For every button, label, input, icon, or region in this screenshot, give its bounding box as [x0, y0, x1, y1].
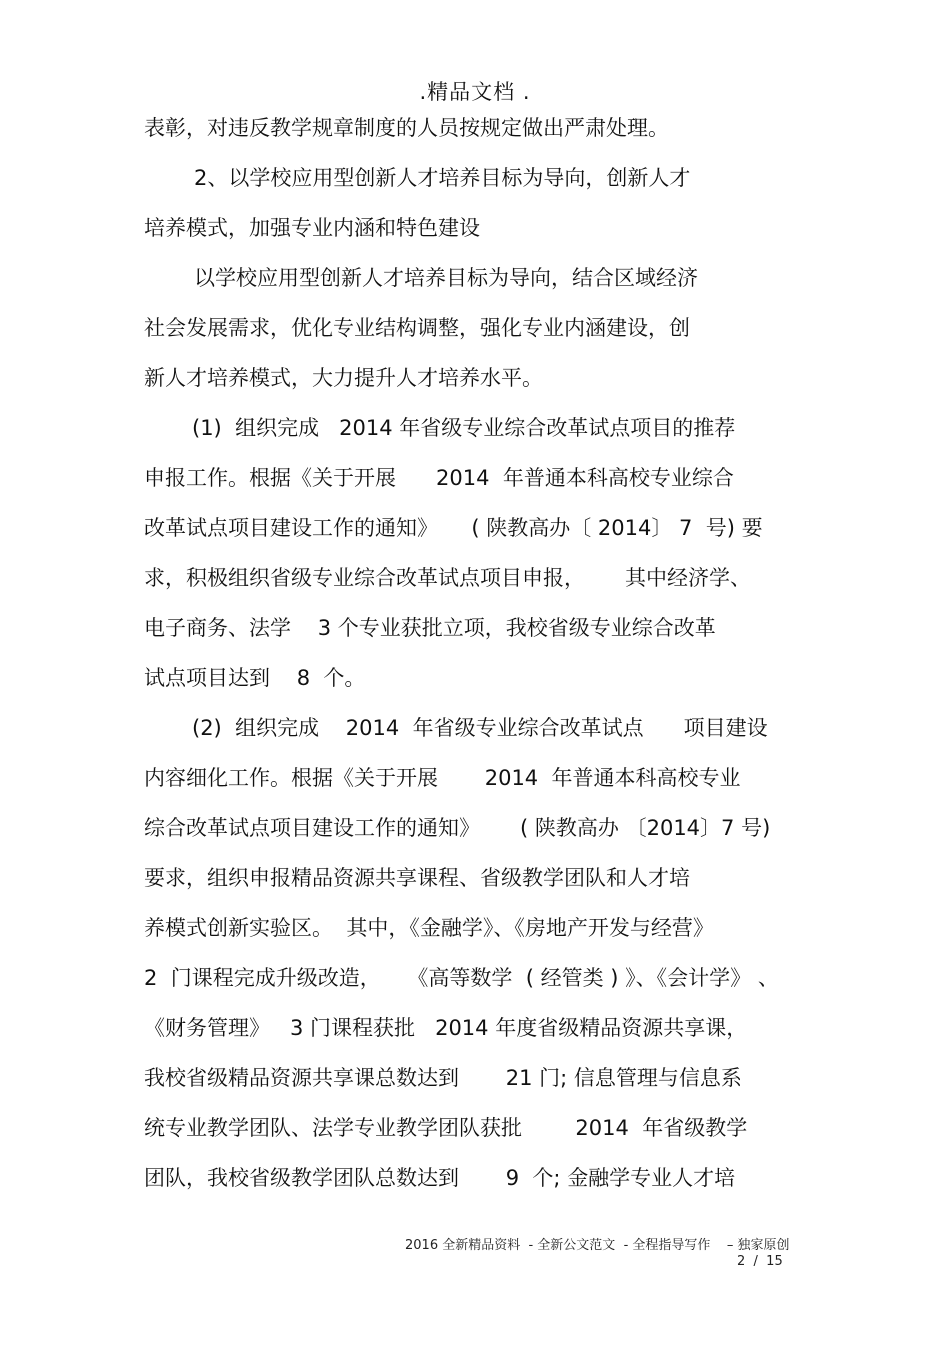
body-line: 《财务管理》 3 门课程获批 2014 年度省级精品资源共享课， [144, 1016, 748, 1040]
body-line: 2 门课程完成升级改造， 《高等数学 ( 经管类 ) 》、《会计学》 、 [144, 966, 779, 990]
body-line: 我校省级精品资源共享课总数达到 21 门; 信息管理与信息系 [144, 1066, 742, 1090]
body-line: 要求，组织申报精品资源共享课程、省级教学团队和人才培 [144, 866, 690, 890]
body-line: (1) 组织完成 2014 年省级专业综合改革试点项目的推荐 [192, 416, 736, 440]
body-line: 综合改革试点项目建设工作的通知》 ( 陕教高办 〔2014〕7 号) [144, 816, 771, 840]
body-line: 团队，我校省级教学团队总数达到 9 个; 金融学专业人才培 [144, 1166, 736, 1190]
body-line: 电子商务、法学 3 个专业获批立项，我校省级专业综合改革 [144, 616, 716, 640]
body-line: 社会发展需求，优化专业结构调整，强化专业内涵建设，创 [144, 316, 690, 340]
body-line: 内容细化工作。根据《关于开展 2014 年普通本科高校专业 [144, 766, 741, 790]
body-line: 新人才培养模式，大力提升人才培养水平。 [144, 366, 543, 390]
body-line: 表彰，对违反教学规章制度的人员按规定做出严肃处理。 [144, 116, 669, 140]
page-header: .精品文档 . [419, 80, 531, 104]
body-line: 申报工作。根据《关于开展 2014 年普通本科高校专业综合 [144, 466, 734, 490]
body-line: 试点项目达到 8 个。 [144, 666, 366, 690]
page-footer: 2016 全新精品资料 - 全新公文范文 - 全程指导写作 – 独家原创 [405, 1238, 790, 1253]
page-number: 2 / 15 [737, 1254, 783, 1269]
body-line: 2、以学校应用型创新人才培养目标为导向，创新人才 [194, 166, 691, 190]
body-line: 统专业教学团队、法学专业教学团队获批 2014 年省级教学 [144, 1116, 748, 1140]
body-line: 养模式创新实验区。 其中，《金融学》、《房地产开发与经营》 [144, 916, 714, 940]
body-line: 求，积极组织省级专业综合改革试点项目申报， 其中经济学、 [144, 566, 752, 590]
body-line: 培养模式，加强专业内涵和特色建设 [144, 216, 480, 240]
body-line: (2) 组织完成 2014 年省级专业综合改革试点 项目建设 [192, 716, 768, 740]
body-line: 改革试点项目建设工作的通知》 ( 陕教高办〔 2014〕 7 号) 要 [144, 516, 763, 540]
body-line: 以学校应用型创新人才培养目标为导向，结合区域经济 [194, 266, 698, 290]
